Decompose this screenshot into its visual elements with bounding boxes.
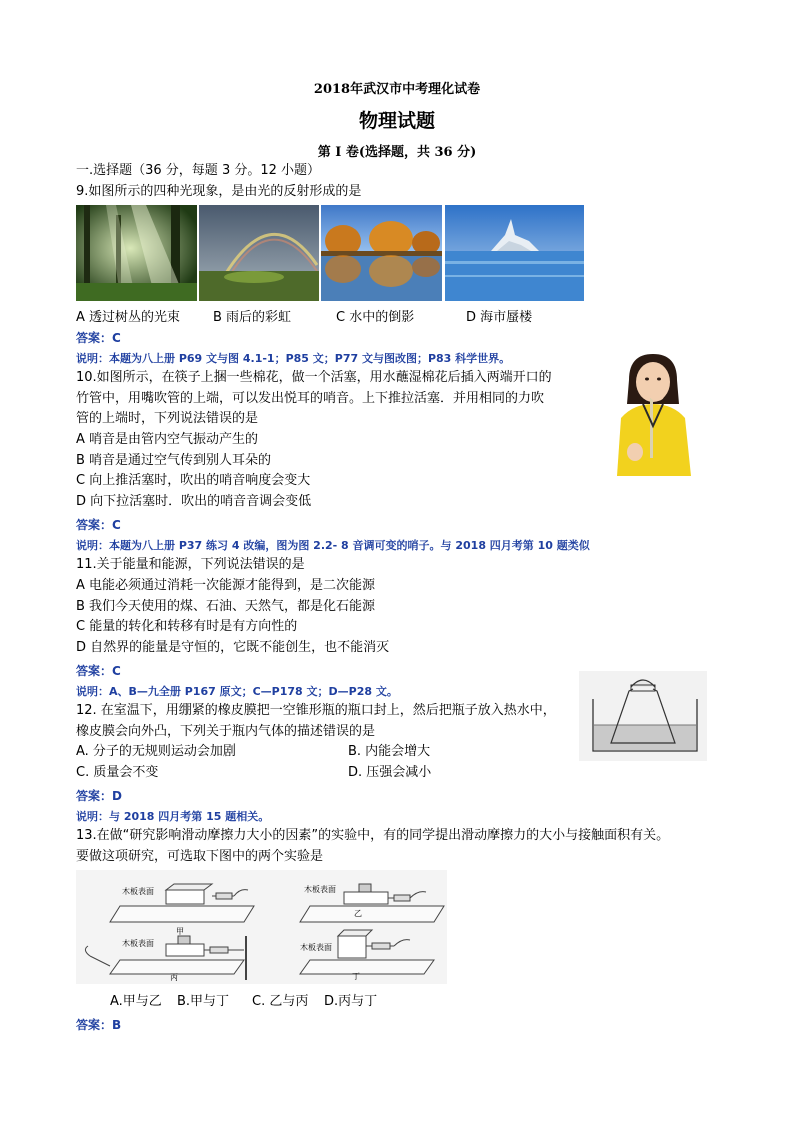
q12-stem-line1: 12. 在室温下，用绷紧的橡皮膜把一空锥形瓶的瓶口封上，然后把瓶子放入热水中，	[76, 703, 556, 718]
q11-stem: 11.关于能量和能源，下列说法错误的是	[76, 557, 305, 572]
q10-option-a: A 哨音是由管内空气振动产生的	[76, 432, 259, 447]
q11-option-c: C 能量的转化和转移有时是有方向性的	[76, 619, 298, 634]
section-title: 第 I 卷(选择题，共 36 分)	[317, 145, 477, 160]
exam-title: 2018年武汉市中考理化试卷	[313, 82, 481, 97]
q10-option-c: C 向上推活塞时，吹出的哨音响度会变大	[76, 473, 311, 488]
q9-option-d: D 海市蜃楼	[466, 310, 533, 325]
q12-stem-line2: 橡皮膜会向外凸，下列关于瓶内气体的描述错误的是	[76, 724, 376, 739]
q10-option-b: B 哨音是通过空气传到别人耳朵的	[76, 453, 272, 468]
q10-note: 说明：本题为八上册 P37 练习 4 改编，图为图 2.2- 8 音调可变的哨子。与 2018 四月考第 10 题类似	[76, 539, 590, 552]
q10-stem-line2: 竹管中，用嘴吹管的上端，可以发出悦耳的哨音。上下推拉活塞．并用相同的力吹	[76, 391, 545, 406]
q11-option-a: A 电能必须通过消耗一次能源才能得到，是二次能源	[76, 578, 376, 593]
flask-in-hot-water-figure	[579, 671, 707, 761]
q13-answer: 答案：B	[76, 1018, 122, 1032]
label-jia: 甲	[176, 927, 184, 936]
reflection-photo	[321, 205, 442, 301]
q9-option-a: A 透过树丛的光束	[76, 310, 181, 325]
rainbow-photo	[199, 205, 319, 301]
q10-option-d: D 向下拉活塞时．吹出的哨音音调会变低	[76, 494, 312, 509]
label-ding: 丁	[352, 972, 360, 981]
q12-option-b: B. 内能会增大	[348, 744, 431, 759]
girl-blowing-whistle-photo	[607, 352, 697, 476]
q10-stem-line3: 管的上端时，下列说法错误的是	[76, 411, 259, 426]
q13-option-b: B.甲与丁	[177, 994, 230, 1009]
q13-option-c: C. 乙与丙	[252, 994, 309, 1009]
surface-label-yi: 木板表面	[304, 885, 336, 894]
q12-answer: 答案：D	[76, 789, 122, 803]
q9-stem: 9.如图所示的四种光现象，是由光的反射形成的是	[76, 184, 362, 199]
q10-stem-line1: 10.如图所示，在筷子上捆一些棉花，做一个活塞，用水蘸湿棉花后插入两端开口的	[76, 370, 552, 385]
q13-stem-line2: 要做这项研究，可选取下图中的两个实验是	[76, 849, 324, 864]
q13-stem-line1: 13.在做“研究影响滑动摩擦力大小的因素”的实验中，有的同学提出滑动摩擦力的大小与接触面积有关。	[76, 828, 670, 843]
q12-option-c: C. 质量会不变	[76, 765, 159, 780]
q9-option-b: B 雨后的彩虹	[213, 310, 292, 325]
forest-light-photo	[76, 205, 197, 301]
q9-option-c: C 水中的倒影	[336, 310, 415, 325]
q11-answer: 答案：C	[76, 664, 121, 678]
mirage-photo	[445, 205, 584, 301]
q11-option-b: B 我们今天使用的煤、石油、天然气，都是化石能源	[76, 599, 376, 614]
friction-experiments-figure	[76, 870, 447, 984]
q13-option-d: D.丙与丁	[324, 994, 378, 1009]
q10-answer: 答案：C	[76, 518, 121, 532]
q12-option-d: D. 压强会减小	[348, 765, 432, 780]
section-intro: 一.选择题（36 分，每题 3 分。12 小题）	[76, 163, 321, 178]
label-yi: 乙	[354, 909, 362, 918]
q11-note: 说明：A、B—九全册 P167 原文；C—P178 文；D—P28 文。	[76, 685, 398, 698]
surface-label-bing: 木板表面	[122, 939, 154, 948]
surface-label-jia: 木板表面	[122, 887, 154, 896]
subject-title: 物理试题	[358, 110, 435, 132]
q12-option-a: A. 分子的无规则运动会加剧	[76, 744, 236, 759]
q12-note: 说明：与 2018 四月考第 15 题相关。	[76, 810, 270, 823]
q13-option-a: A.甲与乙	[110, 994, 162, 1009]
q11-option-d: D 自然界的能量是守恒的，它既不能创生，也不能消灭	[76, 640, 390, 655]
q9-note: 说明：本题为八上册 P69 文与图 4.1-1；P85 文；P77 文与图改图；P83 科学世界。	[76, 352, 511, 365]
label-bing: 丙	[170, 973, 178, 982]
q9-answer: 答案：C	[76, 331, 121, 345]
surface-label-ding: 木板表面	[300, 943, 332, 952]
